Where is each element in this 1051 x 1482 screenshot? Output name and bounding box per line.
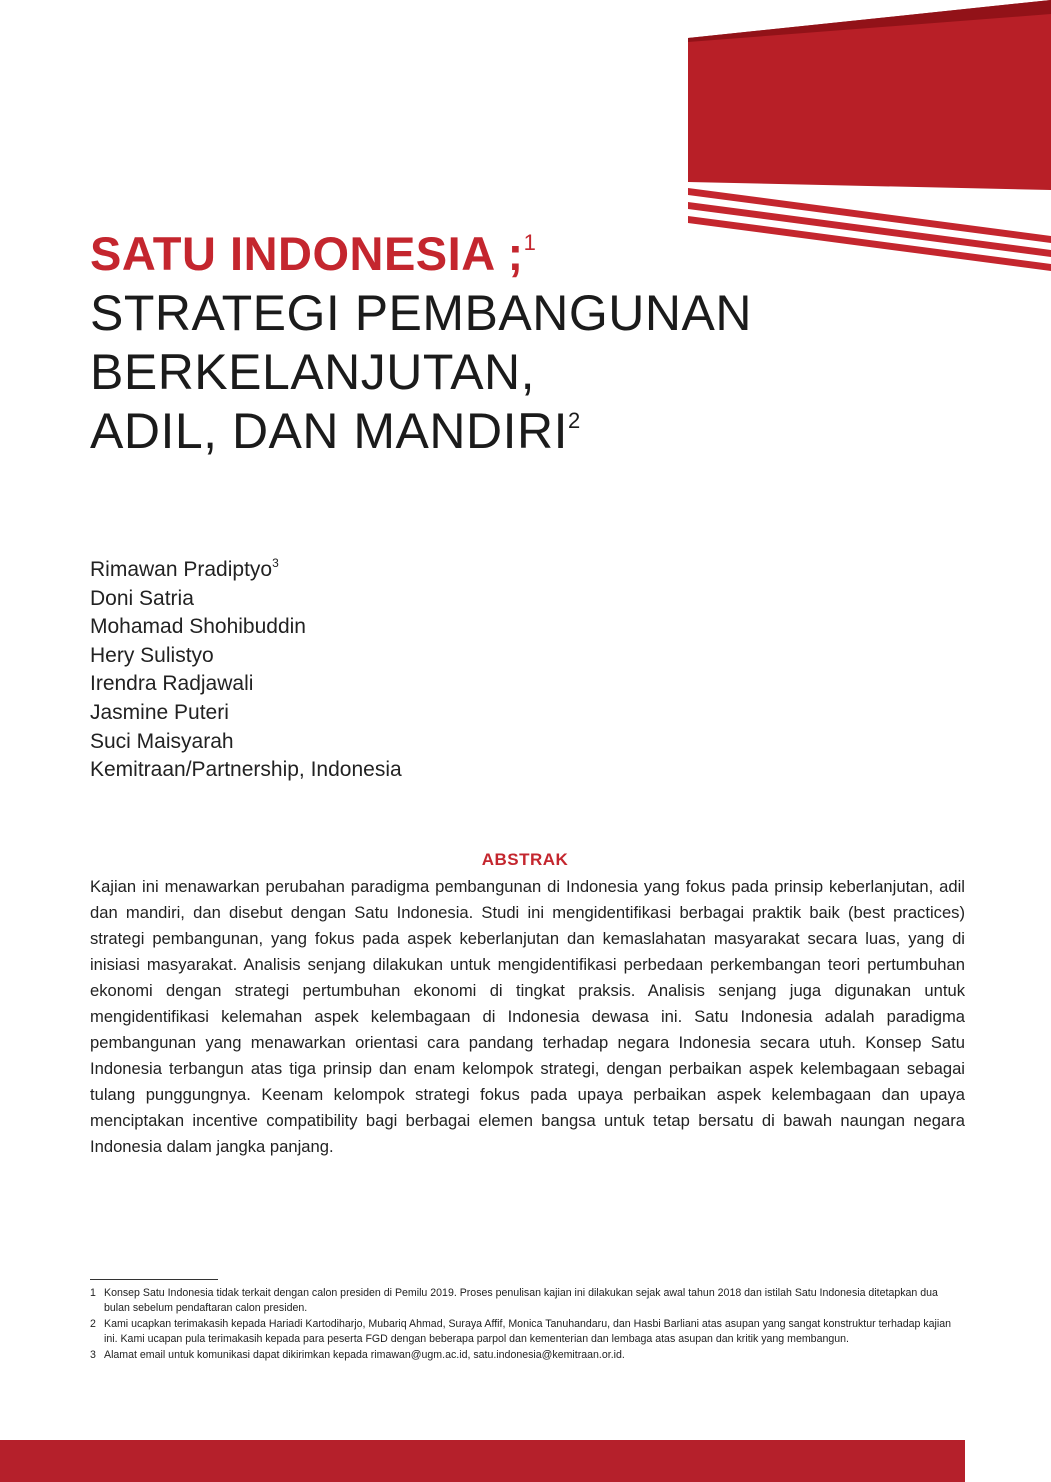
footnote-text: Kami ucapkan terimakasih kepada Hariadi Kartodiharjo, Mubariq Ahmad, Suraya Affif, Monica Tanuhandaru, dan Hasbi Barliani atas asupan yang sangat konstruktur terhadap kajian ini. Kami ucapan pula terimakasih kepada para peserta FGD dengan beberapa parpol dan kementerian dan lembaga atas asupan dan kritik yang membangun. bbox=[104, 1318, 952, 1345]
author-1: Rimawan Pradiptyo$^3$ bbox=[90, 556, 279, 581]
footnote-text: Alamat email untuk komunikasi dapat dikirimkan kepada rimawan@ugm.ac.id, satu.indonesia@kemitraan.or.id. bbox=[104, 1349, 625, 1361]
title-line-2: STRATEGI PEMBANGUNAN bbox=[90, 285, 752, 341]
title-block bbox=[90, 224, 990, 461]
footnote-ref-2[interactable]: 2 bbox=[568, 408, 581, 433]
footnotes bbox=[90, 1286, 965, 1365]
footnote-ref-1[interactable]: 1 bbox=[523, 230, 537, 255]
bottom-bar bbox=[0, 1440, 965, 1482]
affiliation: Kemitraan/Partnership, Indonesia bbox=[90, 758, 402, 782]
author-7: Suci Maisyarah bbox=[90, 729, 234, 753]
author-4: Hery Sulistyo bbox=[90, 643, 214, 667]
abstract-text: Kajian ini menawarkan perubahan paradigma pembangunan di Indonesia yang fokus pada prinsip keberlanjutan, adil dan mandiri, dan disebut dengan Satu Indonesia. Studi ini mengidentifikasi berbagai praktik baik (best practices) strategi pembangunan, yang fokus pada aspek keberlanjutan dan kemaslahatan masyarakat secara luas, yang di inisiasi masyarakat. Analisis senjang dilakukan untuk mengidentifikasi perbedaan perkembangan teori pertumbuhan ekonomi dengan strategi pertumbuhan ekonomi di tingkat praksis. Analisis senjang juga digunakan untuk mengidentifikasi kelemahan aspek kelembagaan di Indonesia dewasa ini. Satu Indonesia adalah paradigma pembangunan yang menawarkan orientasi cara pandang terhadap negara Indonesia secara utuh. Konsep Satu Indonesia terbangun atas tiga prinsip dan enam kelompok strategi, dengan perbaikan aspek kelembagaan sebagai tulang punggungnya. Keenam kelompok strategi fokus pada upaya perbaikan aspek kelembagaan dan upaya menciptakan incentive compatibility bagi berbagai elemen bangsa untuk tetap bersatu di bawah naungan negara Indonesia dalam jangka panjang. bbox=[90, 877, 965, 1156]
footnote-number: 3 bbox=[90, 1349, 96, 1361]
footnote-ref-3[interactable]: 3 bbox=[272, 556, 279, 570]
footnote-number: 1 bbox=[90, 1287, 96, 1299]
footnote-number: 2 bbox=[90, 1318, 96, 1330]
author-2: Doni Satria bbox=[90, 586, 194, 610]
abstract-heading: ABSTRAK bbox=[481, 850, 569, 869]
author-list bbox=[90, 556, 402, 785]
author-6: Jasmine Puteri bbox=[90, 700, 229, 724]
author-5: Irendra Radjawali bbox=[90, 672, 254, 696]
title-line-1: SATU INDONESIA ;$^1$ bbox=[90, 227, 537, 280]
footnote-3 bbox=[90, 1348, 965, 1363]
footnote-1 bbox=[90, 1286, 965, 1315]
footnote-text: Konsep Satu Indonesia tidak terkait dengan calon presiden di Pemilu 2019. Proses penulisan kajian ini dilakukan sejak awal tahun 2018 dan istilah Satu Indonesia ditetapkan dua bulan sebelum pendaftaran calon presiden. bbox=[104, 1287, 938, 1314]
title-line-4: ADIL, DAN MANDIRI$^2$ bbox=[90, 403, 581, 459]
footnote-2 bbox=[90, 1317, 965, 1346]
author-3: Mohamad Shohibuddin bbox=[90, 615, 306, 639]
footnote-divider bbox=[90, 1279, 218, 1280]
title-line-3: BERKELANJUTAN, bbox=[90, 344, 536, 400]
